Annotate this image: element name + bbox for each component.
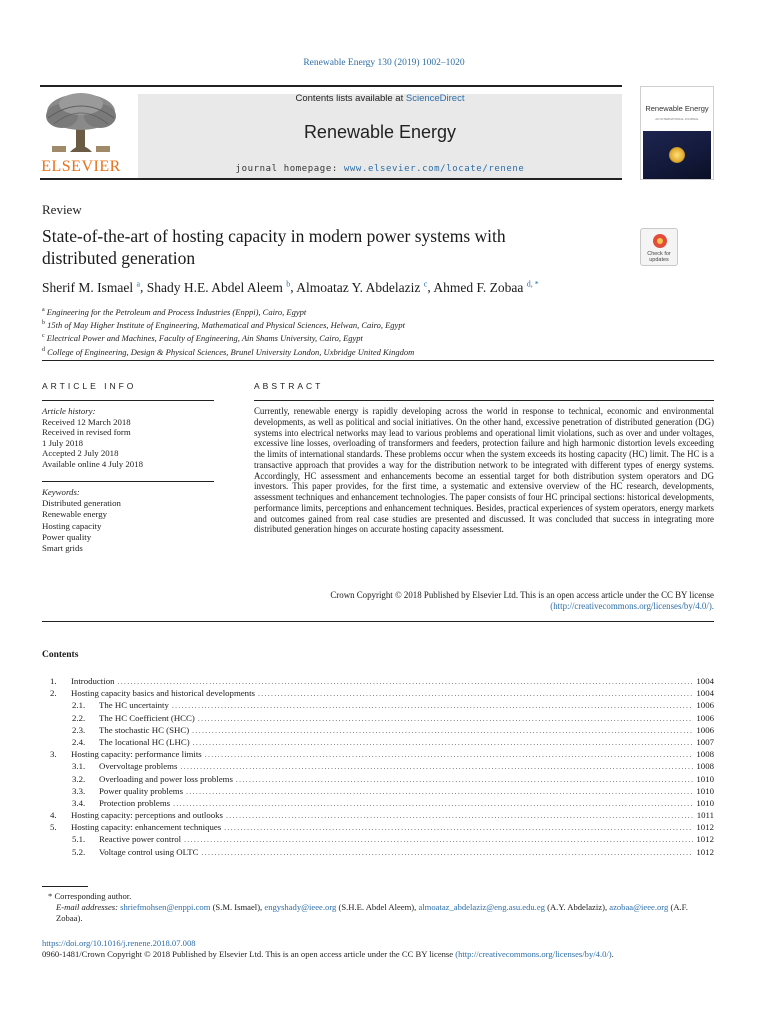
toc-entry[interactable] [42, 797, 714, 809]
cover-subtitle: AN INTERNATIONAL JOURNAL [655, 117, 699, 121]
toc-leader-dots [173, 798, 693, 810]
affiliation-marker: a [42, 307, 45, 313]
toc-entry[interactable] [42, 785, 714, 797]
journal-cover-thumbnail[interactable] [640, 86, 714, 180]
author-list: Sherif M. Ismael $^a$, Shady H.E. Abdel Aleem $^b$, Almoataz Y. Abdelaziz $^c$, Ahmed F. Zobaa $^{d, *}$ [42, 279, 539, 295]
email-link[interactable]: almoataz_abdelaziz@eng.asu.edu.eg [418, 902, 545, 912]
header-rule-bottom [40, 178, 622, 180]
affiliation [42, 331, 414, 344]
article-title-line-2: distributed generation [42, 248, 196, 268]
email-owner: (A.Y. Abdelaziz), [547, 902, 608, 912]
toc-page-number[interactable]: 1008 [696, 761, 714, 772]
toc-number: 1. [50, 676, 57, 686]
journal-homepage-label: journal homepage: [235, 164, 344, 174]
author[interactable] [147, 280, 290, 295]
toc-page-number[interactable]: 1004 [696, 688, 714, 699]
toc-label[interactable]: The HC uncertainty [99, 700, 169, 711]
toc-entry[interactable] [42, 748, 714, 760]
author-affiliation-marker[interactable]: a [136, 279, 141, 288]
toc-entry[interactable] [42, 773, 714, 785]
history-item: Available online 4 July 2018 [42, 458, 143, 469]
author-affiliation-marker[interactable]: b [286, 279, 291, 288]
contents-available-text: Contents lists available at [295, 93, 406, 104]
affiliation [42, 318, 414, 331]
toc-number: 3. [50, 749, 57, 760]
abstract-license-text: Crown Copyright © 2018 Published by Elsevier Ltd. This is an open access article under the CC BY license [330, 590, 714, 600]
keyword: Smart grids [42, 543, 83, 554]
toc-number: 3.1. [72, 761, 86, 772]
toc-number: 2.2. [72, 712, 86, 723]
toc-leader-dots [180, 761, 693, 773]
keyword: Renewable energy [42, 509, 108, 520]
toc-label[interactable]: Power quality problems [99, 785, 184, 796]
abstract-rule [254, 400, 714, 401]
abstract-text: Currently, renewable energy is rapidly developing across the world in response to technical, economic and environmental developments, as well as political and social initiatives. On the other hand, excessive penetration of distributed generation (DG) systems into electrical networks may lead to various problems and operational limit violations, such as over and under voltages, excessive line losses, overloading of transformers and feeders, protection failure and high harmonic distortion levels exceeding the limits of international standards. These problems occur when the system exceeds its hosting capacity (HC) limit. The HC is a transactive approach that provides a way for the distribution network to be integrated with different types of energy systems. Accordingly, HC assessment and enhancements become an essential target for both distribution system operators and DG investors. This paper provides, for the first time, a systematic and extensive overview of the HC research, developments, assessment techniques and enhancement technologies. The paper consists of four HC principal sections: historical developments, performance limits, perceptions and enhancement techniques. Besides, practical experiences of system operators, energy markets and outcomes gained from real case studies are presented and discussed. It was concluded that success in integrating more distributed generation hinges on accurate hosting capacity assessment. [254, 406, 714, 535]
toc-leader-dots [118, 676, 694, 688]
toc-number: 3.3. [72, 785, 86, 796]
email-owner: (S.M. Ismael), [212, 902, 263, 912]
toc-page-number[interactable]: 1010 [696, 773, 714, 784]
affiliation-text: 15th of May Higher Institute of Engineering, Mathematical and Physical Sciences, Helwan, Cairo, Egypt [47, 320, 405, 331]
toc-entry[interactable] [42, 675, 714, 687]
author-name[interactable]: Ahmed F. Zobaa [433, 279, 524, 295]
abstract-license [254, 590, 714, 612]
toc-entry[interactable] [42, 833, 714, 845]
keyword: Distributed generation [42, 498, 121, 509]
divider [42, 621, 714, 622]
email-link[interactable]: azobaa@ieee.org [609, 902, 669, 912]
keywords-label: Keywords: [42, 487, 80, 497]
sciencedirect-link[interactable]: ScienceDirect [405, 93, 465, 104]
affiliation-marker: c [42, 333, 45, 340]
email-owner: (S.H.E. Abdel Aleem), [338, 902, 417, 912]
history-item: Received 12 March 2018 [42, 416, 131, 427]
contents-heading: Contents [42, 650, 79, 660]
email-link[interactable]: engyshady@ieee.org [264, 902, 337, 912]
toc-leader-dots [258, 688, 693, 700]
toc-entry[interactable] [42, 699, 714, 711]
journal-header [40, 84, 714, 180]
history-item: Accepted 2 July 2018 [42, 448, 119, 459]
toc-label[interactable]: Hosting capacity: enhancement techniques [71, 822, 222, 833]
issn-suffix: . [611, 949, 614, 959]
toc-label[interactable]: The HC Coefficient (HCC) [99, 712, 195, 723]
article-history [42, 406, 214, 470]
toc-page-number[interactable]: 1006 [696, 700, 714, 711]
toc-number: 5.2. [72, 846, 86, 857]
author-name[interactable]: Sherif M. Ismael [42, 279, 134, 295]
affiliation [42, 345, 414, 358]
keyword: Power quality [42, 531, 92, 542]
toc-number: 5.1. [72, 834, 86, 845]
toc-number: 2.1. [72, 700, 86, 711]
article-history-list [42, 417, 214, 470]
toc-page-number[interactable]: 1006 [696, 724, 714, 735]
toc-label[interactable]: Introduction [71, 676, 115, 686]
article-info-rule [42, 400, 214, 401]
affiliation-text: Engineering for the Petroleum and Process Industries (Enppi), Cairo, Egypt [46, 306, 307, 317]
email-owner: (A.F. Zobaa). [56, 902, 688, 923]
toc-label[interactable]: Overvoltage problems [99, 761, 178, 772]
toc-number: 4. [50, 810, 57, 821]
journal-citation[interactable] [0, 58, 768, 68]
toc-page-number[interactable]: 1004 [696, 676, 714, 686]
toc-page-number[interactable]: 1010 [696, 797, 714, 808]
elsevier-logo[interactable] [40, 90, 122, 176]
toc-number: 2.3. [72, 724, 86, 735]
affiliation [42, 305, 414, 318]
footnote-rule [42, 886, 88, 887]
footnotes [42, 891, 714, 924]
author-name[interactable]: Almoataz Y. Abdelaziz [296, 279, 421, 295]
issn-license-link[interactable]: (http://creativecommons.org/licenses/by/4.0/) [455, 949, 612, 959]
toc-label[interactable]: Hosting capacity: perceptions and outlooks [71, 810, 223, 821]
toc-label[interactable]: Overloading and power loss problems [99, 773, 233, 784]
email-label: E-mail addresses: [56, 902, 118, 912]
journal-title: Renewable Energy [303, 122, 457, 142]
toc-page-number[interactable]: 1007 [696, 736, 714, 747]
journal-homepage [138, 164, 622, 174]
toc-entry[interactable] [42, 846, 714, 858]
affiliation-list [42, 305, 414, 358]
journal-homepage-link[interactable]: www.elsevier.com/locate/renene [343, 164, 525, 174]
author-affiliation-marker[interactable]: c [423, 279, 428, 288]
article-info-heading: ARTICLE INFO [42, 381, 137, 391]
toc-label[interactable]: Hosting capacity: performance limits [71, 749, 202, 760]
toc-leader-dots [205, 749, 694, 761]
elsevier-tree-icon [40, 90, 122, 156]
cover-title: Renewable Energy [645, 104, 709, 113]
toc-leader-dots [172, 700, 694, 712]
toc-page-number[interactable]: 1010 [696, 785, 714, 796]
toc-label[interactable]: The locational HC (LHC) [99, 736, 190, 747]
contents-available [138, 93, 622, 104]
toc-page-number[interactable]: 1012 [696, 834, 714, 845]
toc-number: 3.4. [72, 797, 86, 808]
cover-image [643, 131, 711, 179]
toc-leader-dots [236, 774, 694, 786]
toc-leader-dots [198, 713, 694, 725]
toc-number: 5. [50, 822, 57, 833]
toc-number: 3.2. [72, 773, 86, 784]
keywords-rule [42, 481, 214, 482]
author[interactable] [296, 280, 427, 295]
toc-leader-dots [186, 786, 693, 798]
toc-entry[interactable] [42, 760, 714, 772]
author-name[interactable]: Shady H.E. Abdel Aleem [146, 279, 283, 295]
journal-citation-text[interactable]: Renewable Energy 130 (2019) 1002–1020 [303, 58, 465, 68]
toc-entry[interactable] [42, 809, 714, 821]
toc-leader-dots [224, 822, 693, 834]
header-rule-top [40, 85, 622, 87]
toc-label[interactable]: Voltage control using OLTC [99, 846, 199, 857]
affiliation-marker: d [42, 346, 45, 353]
toc-entry[interactable] [42, 821, 714, 833]
affiliation-marker: b [42, 320, 45, 327]
table-of-contents [42, 675, 714, 858]
toc-label[interactable]: The stochastic HC (SHC) [99, 724, 190, 735]
toc-label[interactable]: Hosting capacity basics and historical developments [71, 688, 255, 699]
affiliation-text: College of Engineering, Design & Physical Sciences, Brunel University London, Uxbridge United Kingdom [47, 346, 415, 357]
divider [42, 360, 714, 361]
crossmark-text [641, 251, 677, 263]
article-history-label: Article history: [42, 406, 96, 416]
toc-page-number[interactable]: 1006 [696, 712, 714, 723]
toc-leader-dots [201, 847, 693, 859]
cc-license-link[interactable]: (http://creativecommons.org/licenses/by/4.0/). [550, 600, 714, 611]
issn-line [42, 949, 614, 959]
history-item: Received in revised form [42, 427, 131, 438]
article-type: Review [42, 202, 82, 217]
crossmark-icon [653, 234, 667, 248]
toc-entry[interactable] [42, 736, 714, 748]
affiliation-text: Electrical Power and Machines, Faculty of Engineering, Ain Shams University, Cairo, Egypt [46, 333, 363, 344]
toc-label[interactable]: Reactive power control [99, 834, 182, 845]
toc-leader-dots [184, 834, 693, 846]
history-item: 1 July 2018 [42, 437, 84, 448]
email-addresses [42, 902, 714, 924]
toc-entry[interactable] [42, 712, 714, 724]
doi-link[interactable]: https://doi.org/10.1016/j.renene.2018.07.008 [42, 938, 196, 948]
toc-page-number[interactable]: 1012 [696, 822, 714, 833]
article-title-line-1: State-of-the-art of hosting capacity in modern power systems with [42, 226, 506, 246]
keyword: Hosting capacity [42, 520, 102, 531]
author[interactable] [42, 280, 140, 295]
author-affiliation-marker[interactable]: d, * [526, 279, 539, 288]
crossmark-text-line-2: updates [649, 257, 669, 263]
toc-leader-dots [226, 810, 694, 822]
toc-entry[interactable] [42, 724, 714, 736]
crossmark-text-line-1: Check for [647, 251, 671, 257]
check-for-updates-badge[interactable] [640, 228, 678, 266]
corresponding-author-note: * Corresponding author. [48, 891, 132, 901]
toc-number: 2.4. [72, 736, 86, 747]
toc-entry[interactable] [42, 687, 714, 699]
article-title [42, 225, 602, 269]
toc-leader-dots [193, 737, 694, 749]
keywords [42, 487, 214, 554]
issn-text: 0960-1481/Crown Copyright © 2018 Published by Elsevier Ltd. This is an open access article under the CC BY license [42, 949, 456, 959]
toc-number: 2. [50, 688, 57, 699]
abstract-heading: ABSTRACT [254, 381, 324, 391]
toc-leader-dots [192, 725, 693, 737]
email-link[interactable]: shriefmohsen@enppi.com [120, 902, 211, 912]
author[interactable] [433, 280, 538, 295]
keywords-list [42, 498, 214, 554]
cover-sun-icon [669, 147, 685, 163]
toc-page-number[interactable]: 1012 [696, 846, 714, 857]
elsevier-wordmark: ELSEVIER [41, 158, 121, 175]
toc-page-number[interactable]: 1008 [696, 749, 714, 760]
toc-page-number[interactable]: 1011 [696, 810, 714, 821]
toc-label[interactable]: Protection problems [99, 797, 171, 808]
